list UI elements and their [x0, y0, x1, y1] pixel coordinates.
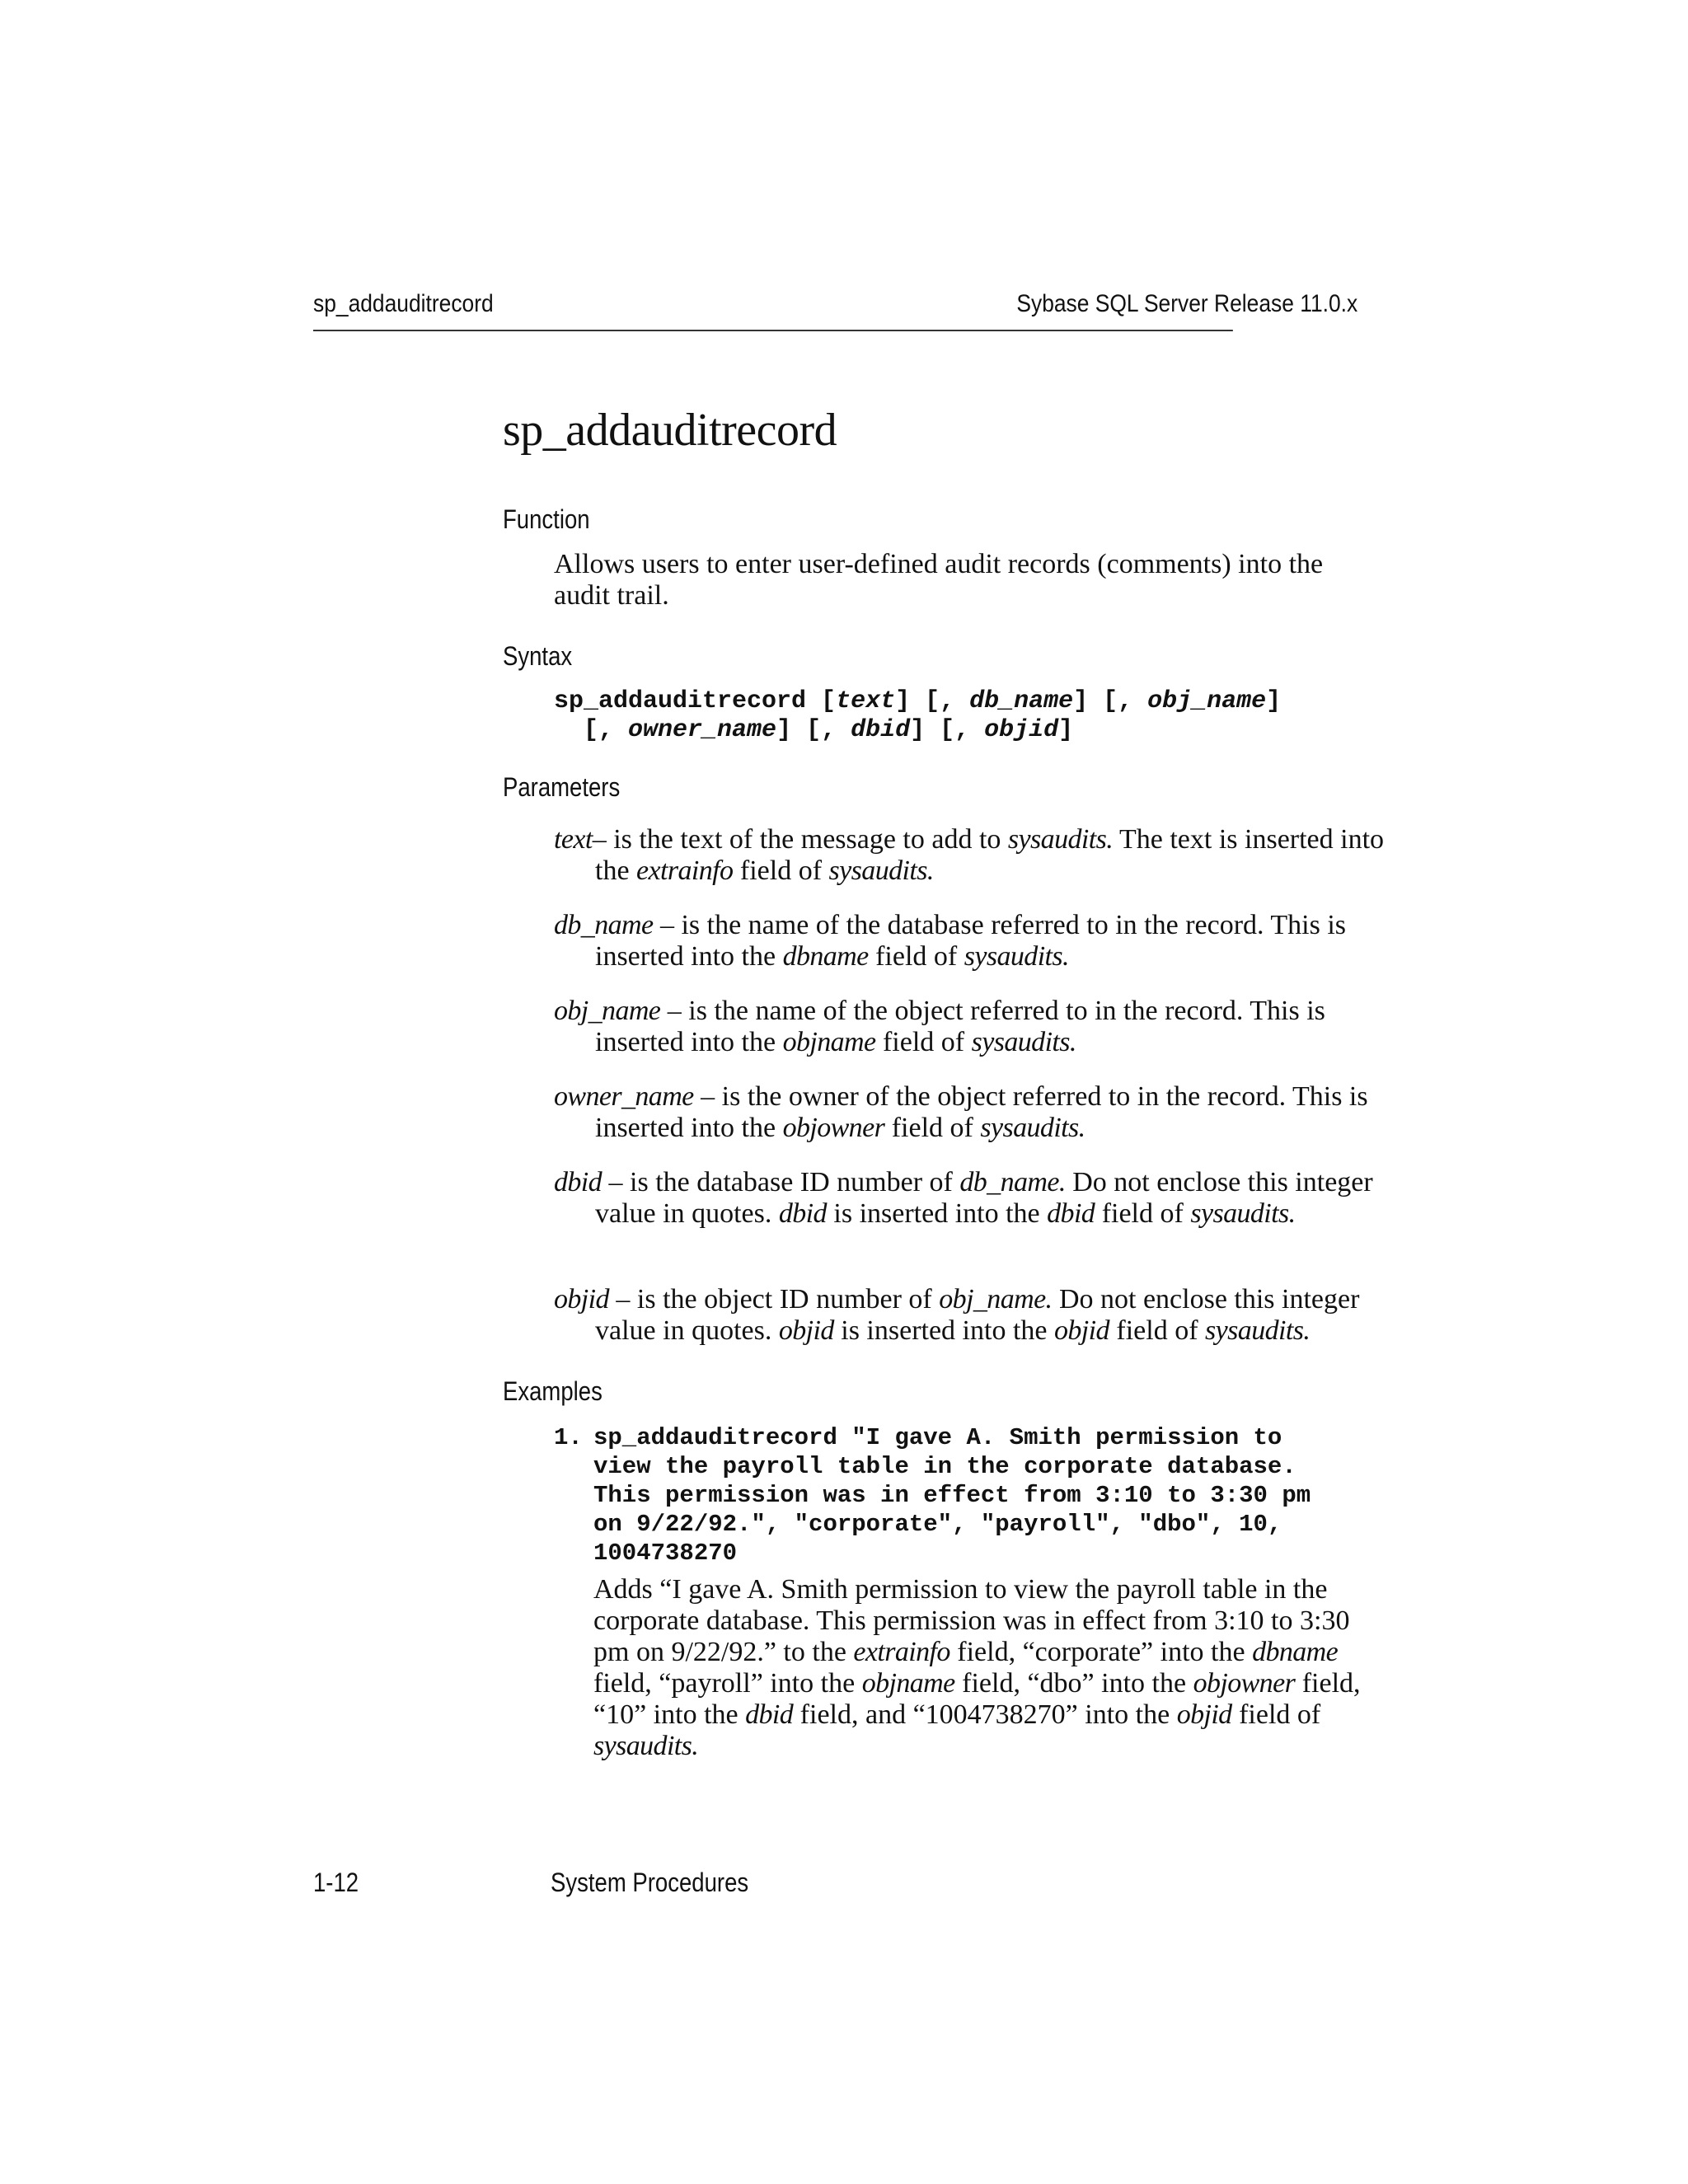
- code-line: view the payroll table in the corporate database.: [593, 1453, 1296, 1480]
- header-product-release: Sybase SQL Server Release 11.0.x: [1016, 290, 1358, 317]
- function-text: Allows users to enter user-defined audit records (comments) into the audit trail.: [554, 549, 1324, 611]
- param-dbid: dbid – is the database ID number of db_name. Do not enclose this integer value in quotes. dbid is inserted into the dbid field of sysaudits.: [554, 1167, 1373, 1229]
- code-line: sp_addauditrecord "I gave A. Smith permission to: [593, 1424, 1282, 1451]
- param-name: obj_name: [554, 996, 661, 1026]
- examples-heading: Examples: [503, 1376, 603, 1406]
- param-db-name: db_name – is the name of the database referred to in the record. This is inserted into the dbname field of sysaudits.: [554, 910, 1347, 972]
- example-1-description: Adds “I gave A. Smith permission to view the payroll table in the corporate database. This permission was in effect from 3:10 to 3:30 pm on 9/22/92.” to the extrainfo field, “corporate” into the dbname field, “payroll” into the objname field, “dbo” into the objowner field, “10” into the dbid field, and “1004738270” into the objid field of sysaudits.: [593, 1574, 1361, 1761]
- param-objid: objid – is the object ID number of obj_name. Do not enclose this integer value in quotes. objid is inserted into the objid field of sysaudits.: [554, 1284, 1360, 1346]
- footer-book-title: System Procedures: [551, 1868, 749, 1897]
- syntax-line-1: sp_addauditrecord [text] [, db_name] [, obj_name]: [554, 687, 1282, 715]
- param-text: text– is the text of the message to add to sysaudits. The text is inserted into the extrainfo field of sysaudits.: [554, 824, 1385, 886]
- function-heading: Function: [503, 504, 590, 534]
- code-line: 1004738270: [593, 1540, 738, 1567]
- code-line: on 9/22/92.", "corporate", "payroll", "dbo", 10,: [593, 1511, 1282, 1538]
- page-title: sp_addauditrecord: [503, 405, 837, 456]
- parameters-heading: Parameters: [503, 772, 621, 802]
- param-name: db_name: [554, 910, 654, 940]
- param-name: text: [554, 824, 593, 855]
- param-obj-name: obj_name – is the name of the object referred to in the record. This is inserted into the objname field of sysaudits.: [554, 996, 1325, 1057]
- param-name: owner_name: [554, 1081, 694, 1112]
- syntax-line-2: [, owner_name] [, dbid] [, objid]: [584, 716, 1074, 744]
- syntax-heading: Syntax: [503, 641, 573, 671]
- footer-page-number: 1-12: [313, 1868, 359, 1897]
- header-procedure-name: sp_addauditrecord: [313, 290, 494, 317]
- example-number: 1.: [554, 1424, 583, 1451]
- param-name: objid: [554, 1284, 609, 1315]
- running-header: [313, 290, 1358, 331]
- param-name: dbid: [554, 1167, 603, 1197]
- code-line: This permission was in effect from 3:10 to 3:30 pm: [593, 1482, 1311, 1509]
- param-owner-name: owner_name – is the owner of the object referred to in the record. This is inserted into the objowner field of sysaudits.: [554, 1081, 1368, 1143]
- example-code-lines: [593, 1423, 1311, 1568]
- syntax-block: [554, 687, 1281, 745]
